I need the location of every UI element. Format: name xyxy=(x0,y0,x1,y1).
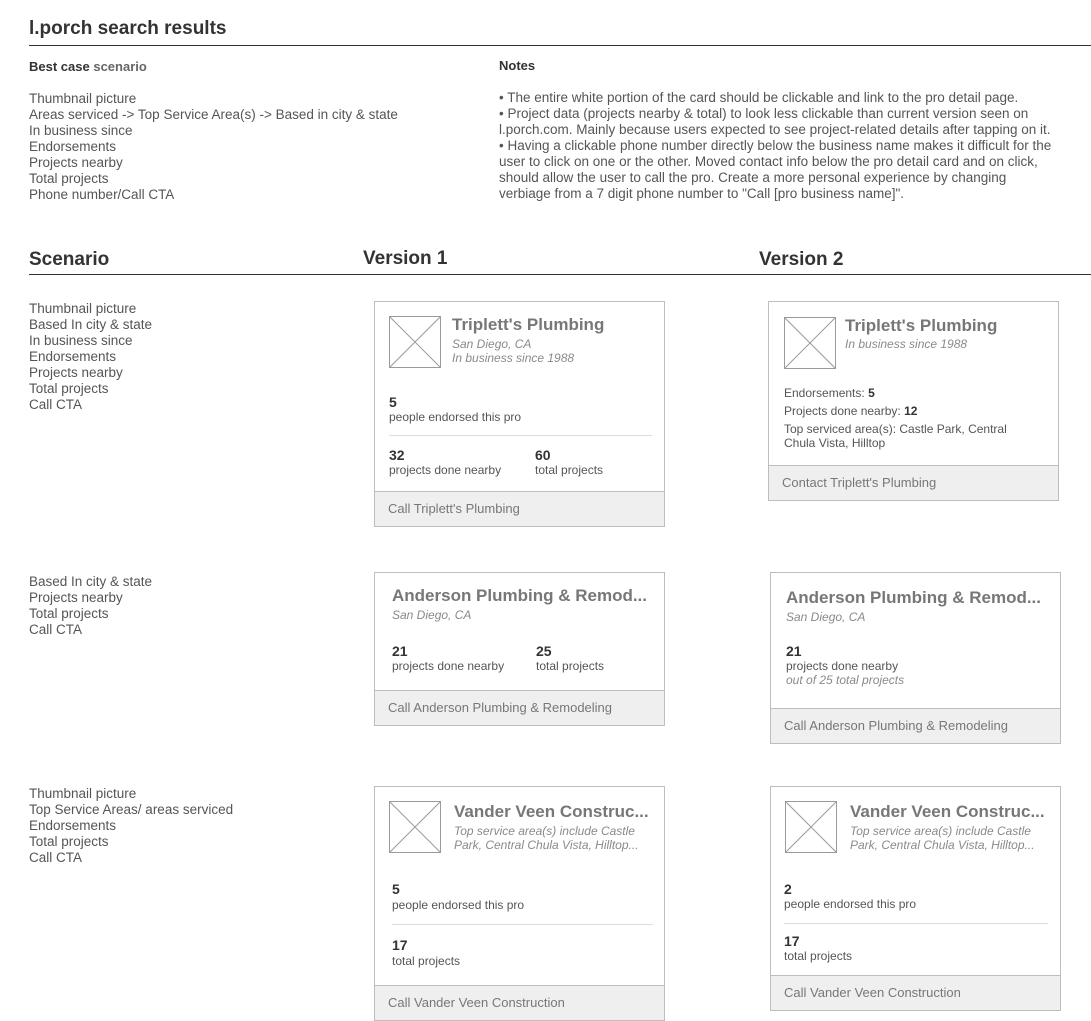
projects-nearby-count: 21 xyxy=(786,643,802,659)
service-areas-line: Chula Vista, Hilltop xyxy=(784,436,886,450)
list-item: Call CTA xyxy=(29,622,83,637)
pro-card-vanderveen-v1[interactable] xyxy=(374,786,665,1021)
thumbnail-placeholder-icon xyxy=(784,317,836,369)
projects-nearby-label: projects done nearby xyxy=(392,659,505,673)
version1-column-heading: Version 1 xyxy=(363,248,448,269)
projects-nearby-count: 21 xyxy=(392,643,408,659)
scenario-column-heading: Scenario xyxy=(29,249,110,270)
total-projects-label: total projects xyxy=(535,463,604,477)
list-item: Projects nearby xyxy=(29,365,123,380)
scenario-3-list xyxy=(29,786,233,866)
best-case-heading-bold: Best case xyxy=(29,59,90,74)
notes-heading: Notes xyxy=(499,58,536,73)
projects-nearby-count: 32 xyxy=(389,447,405,463)
list-item: Based In city & state xyxy=(29,574,153,589)
best-case-list xyxy=(29,91,398,203)
pro-location: San Diego, CA xyxy=(786,610,866,624)
call-cta-button[interactable]: Call Anderson Plumbing & Remodeling xyxy=(771,708,1060,743)
total-projects-count: 17 xyxy=(784,933,800,949)
notes-line: user to click on one or the other. Moved contact info below the pro detail card and on click, xyxy=(499,154,1038,169)
service-areas-line: Top service area(s) include Castle xyxy=(850,824,1031,838)
card-divider xyxy=(392,924,653,925)
notes-line: should allow the user to call the pro. Create a more personal experience by changing xyxy=(499,170,1007,185)
total-projects-count: 60 xyxy=(535,447,551,463)
version2-column-heading: Version 2 xyxy=(759,249,844,270)
list-item: Thumbnail picture xyxy=(29,301,137,316)
best-case-heading-light: scenario xyxy=(93,59,147,74)
service-areas-line: Top service area(s) include Castle xyxy=(454,824,635,838)
list-item: Total projects xyxy=(29,834,109,849)
notes-line: • Project data (projects nearby & total) to look less clickable than current version seen on xyxy=(499,106,1029,121)
pro-name: Anderson Plumbing & Remod... xyxy=(786,588,1042,607)
list-item: Phone number/Call CTA xyxy=(29,187,175,202)
pro-name: Vander Veen Construc... xyxy=(454,802,649,821)
list-item: Total projects xyxy=(29,171,109,186)
projects-nearby-label: projects done nearby xyxy=(389,463,502,477)
list-item: Thumbnail picture xyxy=(29,91,137,106)
pro-business-since: In business since 1988 xyxy=(845,337,968,351)
endorsements-value: 5 xyxy=(868,386,875,400)
scenario-2-list xyxy=(29,574,152,638)
projects-nearby-key: Projects done nearby: xyxy=(784,404,901,418)
contact-cta-button[interactable]: Contact Triplett's Plumbing xyxy=(769,465,1058,500)
endorsement-label: people endorsed this pro xyxy=(389,410,522,424)
total-projects-label: total projects xyxy=(784,949,853,963)
list-item: Call CTA xyxy=(29,850,83,865)
call-cta-button[interactable]: Call Anderson Plumbing & Remodeling xyxy=(375,690,664,725)
pro-name: Triplett's Plumbing xyxy=(845,316,998,335)
projects-nearby-row xyxy=(784,404,917,418)
notes-line: • Having a clickable phone number directly below the business name makes it difficult for the xyxy=(499,138,1052,153)
thumbnail-placeholder-icon xyxy=(785,801,837,853)
endorsement-count: 5 xyxy=(392,881,400,897)
list-item: Total projects xyxy=(29,606,109,621)
pro-name: Vander Veen Construc... xyxy=(850,802,1045,821)
list-item: Endorsements xyxy=(29,818,117,833)
notes-line: l.porch.com. Mainly because users expected to see project-related details after tapping on it. xyxy=(499,122,1051,137)
list-item: Endorsements xyxy=(29,139,117,154)
title-divider xyxy=(29,45,1091,46)
columns-divider xyxy=(29,274,1091,275)
service-areas-line: Park, Central Chula Vista, Hilltop... xyxy=(454,838,639,852)
notes-line: verbiage from a 7 digit phone number to "Call [pro business name]". xyxy=(499,186,905,201)
pro-card-triplett-v1[interactable] xyxy=(374,301,665,527)
pro-card-triplett-v2[interactable] xyxy=(768,301,1059,501)
pro-name: Anderson Plumbing & Remod... xyxy=(392,586,648,605)
total-projects-count: 25 xyxy=(536,643,552,659)
page-title: l.porch search results xyxy=(29,18,227,39)
endorsements-key: Endorsements: xyxy=(784,386,865,400)
endorsement-label: people endorsed this pro xyxy=(784,897,917,911)
total-projects-note: out of 25 total projects xyxy=(786,673,905,687)
list-item: Based In city & state xyxy=(29,317,153,332)
total-projects-count: 17 xyxy=(392,937,408,953)
pro-location: San Diego, CA xyxy=(392,608,472,622)
endorsements-row xyxy=(784,386,875,400)
call-cta-button[interactable]: Call Vander Veen Construction xyxy=(771,975,1060,1010)
call-cta-button[interactable]: Call Vander Veen Construction xyxy=(375,985,664,1020)
thumbnail-placeholder-icon xyxy=(389,801,441,853)
notes-line: • The entire white portion of the card should be clickable and link to the pro detail page. xyxy=(499,90,1019,105)
list-item: Top Service Areas/ areas serviced xyxy=(29,802,234,817)
endorsement-count: 5 xyxy=(389,394,397,410)
scenario-1-list xyxy=(29,301,152,413)
pro-card-anderson-v1[interactable] xyxy=(374,572,665,726)
call-cta-button[interactable]: Call Triplett's Plumbing xyxy=(375,491,664,526)
pro-business-since: In business since 1988 xyxy=(452,351,575,365)
list-item: Total projects xyxy=(29,381,109,396)
list-item: Projects nearby xyxy=(29,155,123,170)
projects-nearby-value: 12 xyxy=(904,404,918,418)
projects-nearby-label: projects done nearby xyxy=(786,659,899,673)
list-item: Thumbnail picture xyxy=(29,786,137,801)
thumbnail-placeholder-icon xyxy=(389,316,441,368)
pro-card-vanderveen-v2[interactable] xyxy=(770,786,1061,1011)
card-divider xyxy=(784,923,1048,924)
notes-body xyxy=(499,90,1091,202)
service-areas xyxy=(784,422,1007,450)
total-projects-label: total projects xyxy=(392,954,461,968)
endorsement-label: people endorsed this pro xyxy=(392,898,525,912)
total-projects-label: total projects xyxy=(536,659,605,673)
list-item: In business since xyxy=(29,123,133,138)
list-item: In business since xyxy=(29,333,133,348)
best-case-heading xyxy=(29,59,147,74)
list-item: Areas serviced -> Top Service Area(s) -> Based in city & state xyxy=(29,107,398,122)
pro-name: Triplett's Plumbing xyxy=(452,315,605,334)
list-item: Projects nearby xyxy=(29,590,123,605)
pro-location: San Diego, CA xyxy=(452,337,532,351)
endorsement-count: 2 xyxy=(784,881,792,897)
list-item: Endorsements xyxy=(29,349,117,364)
list-item: Call CTA xyxy=(29,397,83,412)
pro-card-anderson-v2[interactable] xyxy=(770,572,1061,744)
service-areas-line: Park, Central Chula Vista, Hilltop... xyxy=(850,838,1035,852)
card-divider xyxy=(389,435,652,436)
service-areas-line: Top serviced area(s): Castle Park, Central xyxy=(784,422,1007,436)
